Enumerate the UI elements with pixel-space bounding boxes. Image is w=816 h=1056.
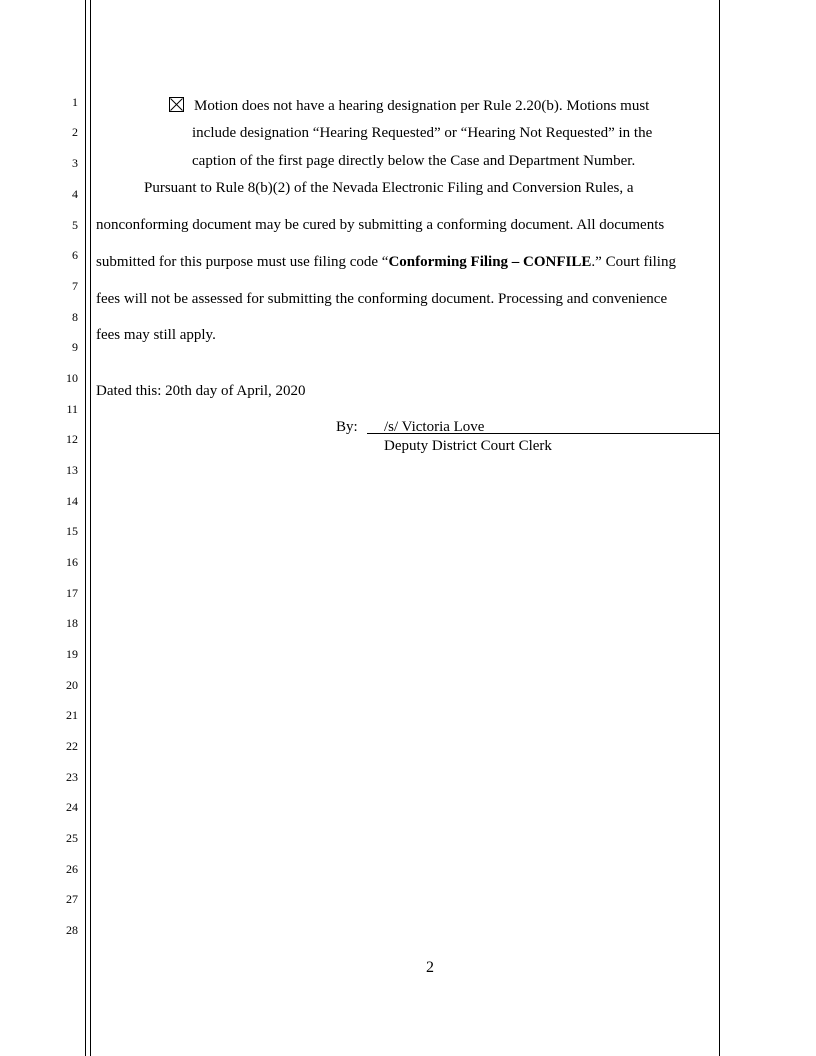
line-number: 26 bbox=[66, 862, 78, 876]
line-number: 7 bbox=[72, 279, 78, 293]
line-number: 27 bbox=[66, 892, 78, 906]
line-number: 13 bbox=[66, 463, 78, 477]
filing-code: Conforming Filing – CONFILE bbox=[388, 254, 592, 270]
line-number: 23 bbox=[66, 770, 78, 784]
signature-by-label: By: bbox=[336, 419, 358, 435]
line-number: 20 bbox=[66, 678, 78, 692]
dated-line: Dated this: 20th day of April, 2020 bbox=[96, 383, 306, 399]
line-number: 9 bbox=[72, 340, 78, 354]
paragraph-line-1: Pursuant to Rule 8(b)(2) of the Nevada Electronic Filing and Conversion Rules, a bbox=[144, 180, 634, 196]
paragraph-line-3 bbox=[96, 253, 676, 271]
line-number: 5 bbox=[72, 218, 78, 232]
checkbox-text-line-2: include designation “Hearing Requested” or “Hearing Not Requested” in the bbox=[192, 125, 653, 141]
line-number: 1 bbox=[72, 95, 78, 109]
left-margin-rule-outer bbox=[85, 0, 86, 1056]
paragraph-line-4: fees will not be assessed for submitting the conforming document. Processing and convenience bbox=[96, 291, 668, 307]
paragraph-line-3-pre: submitted for this purpose must use filing code “ bbox=[96, 254, 389, 270]
line-number: 2 bbox=[72, 125, 78, 139]
line-number: 24 bbox=[66, 800, 78, 814]
right-margin-rule bbox=[719, 0, 720, 1056]
paragraph-line-2: nonconforming document may be cured by submitting a conforming document. All documents bbox=[96, 217, 665, 233]
page-number: 2 bbox=[426, 959, 434, 976]
line-number: 10 bbox=[66, 371, 78, 385]
line-number: 12 bbox=[66, 432, 78, 446]
line-number: 3 bbox=[72, 156, 78, 170]
line-number: 19 bbox=[66, 647, 78, 661]
line-number: 14 bbox=[66, 494, 78, 508]
line-number: 4 bbox=[72, 187, 78, 201]
checkbox-text-line-1: Motion does not have a hearing designation per Rule 2.20(b). Motions must bbox=[194, 98, 650, 114]
line-number: 11 bbox=[66, 402, 78, 416]
signature-title: Deputy District Court Clerk bbox=[384, 438, 552, 454]
line-number: 6 bbox=[72, 248, 78, 262]
paragraph-line-3-post: .” Court filing bbox=[591, 254, 676, 270]
checkbox-text-line-3: caption of the first page directly below the Case and Department Number. bbox=[192, 153, 636, 169]
line-number: 22 bbox=[66, 739, 78, 753]
line-number: 15 bbox=[66, 524, 78, 538]
line-number: 17 bbox=[66, 586, 78, 600]
line-number: 28 bbox=[66, 923, 78, 937]
left-margin-rule-inner bbox=[90, 0, 91, 1056]
line-number: 25 bbox=[66, 831, 78, 845]
signature-name: /s/ Victoria Love bbox=[384, 419, 485, 435]
paragraph-line-5: fees may still apply. bbox=[96, 327, 216, 343]
line-number: 21 bbox=[66, 708, 78, 722]
line-number: 8 bbox=[72, 310, 78, 324]
line-number: 18 bbox=[66, 616, 78, 630]
checked-box-icon bbox=[169, 97, 184, 112]
line-number: 16 bbox=[66, 555, 78, 569]
